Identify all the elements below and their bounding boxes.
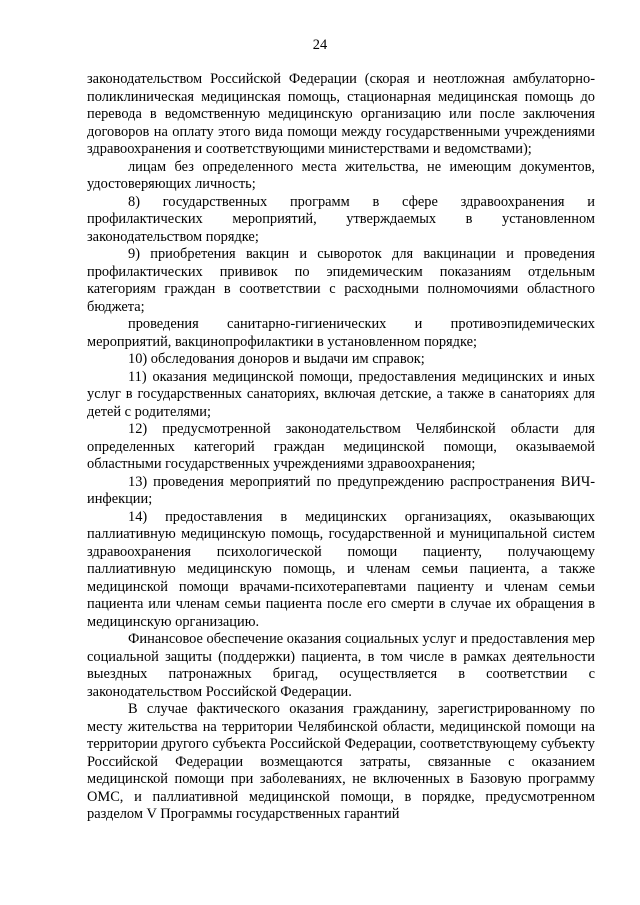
paragraph-item-13: 13) проведения мероприятий по предупреждению распространения ВИЧ-инфекции; [87,473,595,507]
paragraph-item-14: 14) предоставления в медицинских организациях, оказывающих паллиативную медицинскую помощь, государственной и муниципальной систем здравоохранения психологической помощи пациенту, получающему паллиативную медицинскую помощь, и членам семьи пациента, а также медицинской помощи врачами-психотерапевтами пациенту и членам семьи пациента или членам семьи пациента после его смерти в случае их обращения в медицинскую организацию. [87,508,595,630]
paragraph-item-11: 11) оказания медицинской помощи, предоставления медицинских и иных услуг в государственных санаториях, включая детские, а также в санаториях для детей с родителями; [87,368,595,420]
paragraph-item-8: 8) государственных программ в сфере здравоохранения и профилактических мероприятий, утверждаемых в установленном законодательством порядке; [87,193,595,245]
paragraph-homeless-persons: лицам без определенного места жительства, не имеющим документов, удостоверяющих личность; [87,158,595,192]
paragraph-social-services-funding: Финансовое обеспечение оказания социальных услуг и предоставления мер социальной защиты (поддержки) пациента, в том числе в рамках деятельности выездных патронажных бригад, осуществляется в соответствии с законодательством Российской Федерации. [87,631,595,700]
paragraph-cost-reimbursement: В случае фактического оказания гражданину, зарегистрированному по месту жительства на территории Челябинской области, медицинской помощи на территории другого субъекта Российской Федерации, соответствующему субъекту Российской Федерации возмещаются затраты, связанные с оказанием медицинской помощи при заболеваниях, не включенных в Базовую программу ОМС, и паллиативной медицинской помощи, в порядке, предусмотренном разделом V Программы государственных гарантий [87,701,595,822]
page-number: 24 [312,37,328,53]
paragraph-sanitary-measures: проведения санитарно-гигиенических и противоэпидемических мероприятий, вакцинопрофилактики в установленном порядке; [87,316,595,350]
paragraph-item-10: 10) обследования доноров и выдачи им справок; [128,351,425,367]
paragraph-item-9: 9) приобретения вакцин и сывороток для вакцинации и проведения профилактических прививок по эпидемическим показаниям отдельным категориям граждан в соответствии с расходными полномочиями областного бюджета; [87,246,595,315]
paragraph-continuation: законодательством Российской Федерации (скорая и неотложная амбулаторно-поликлиническая медицинская помощь, стационарная медицинская помощь до перевода в ведомственную медицинскую организацию или после заключения договоров на оплату этого вида помощи между государственными учреждениями здравоохранения и соответствующими министерствами и ведомствами); [87,71,595,157]
paragraph-item-12: 12) предусмотренной законодательством Челябинской области для определенных категорий граждан медицинской помощи, оказываемой областными государственных учреждениями здравоохранения; [87,421,595,472]
document-body [87,71,595,824]
